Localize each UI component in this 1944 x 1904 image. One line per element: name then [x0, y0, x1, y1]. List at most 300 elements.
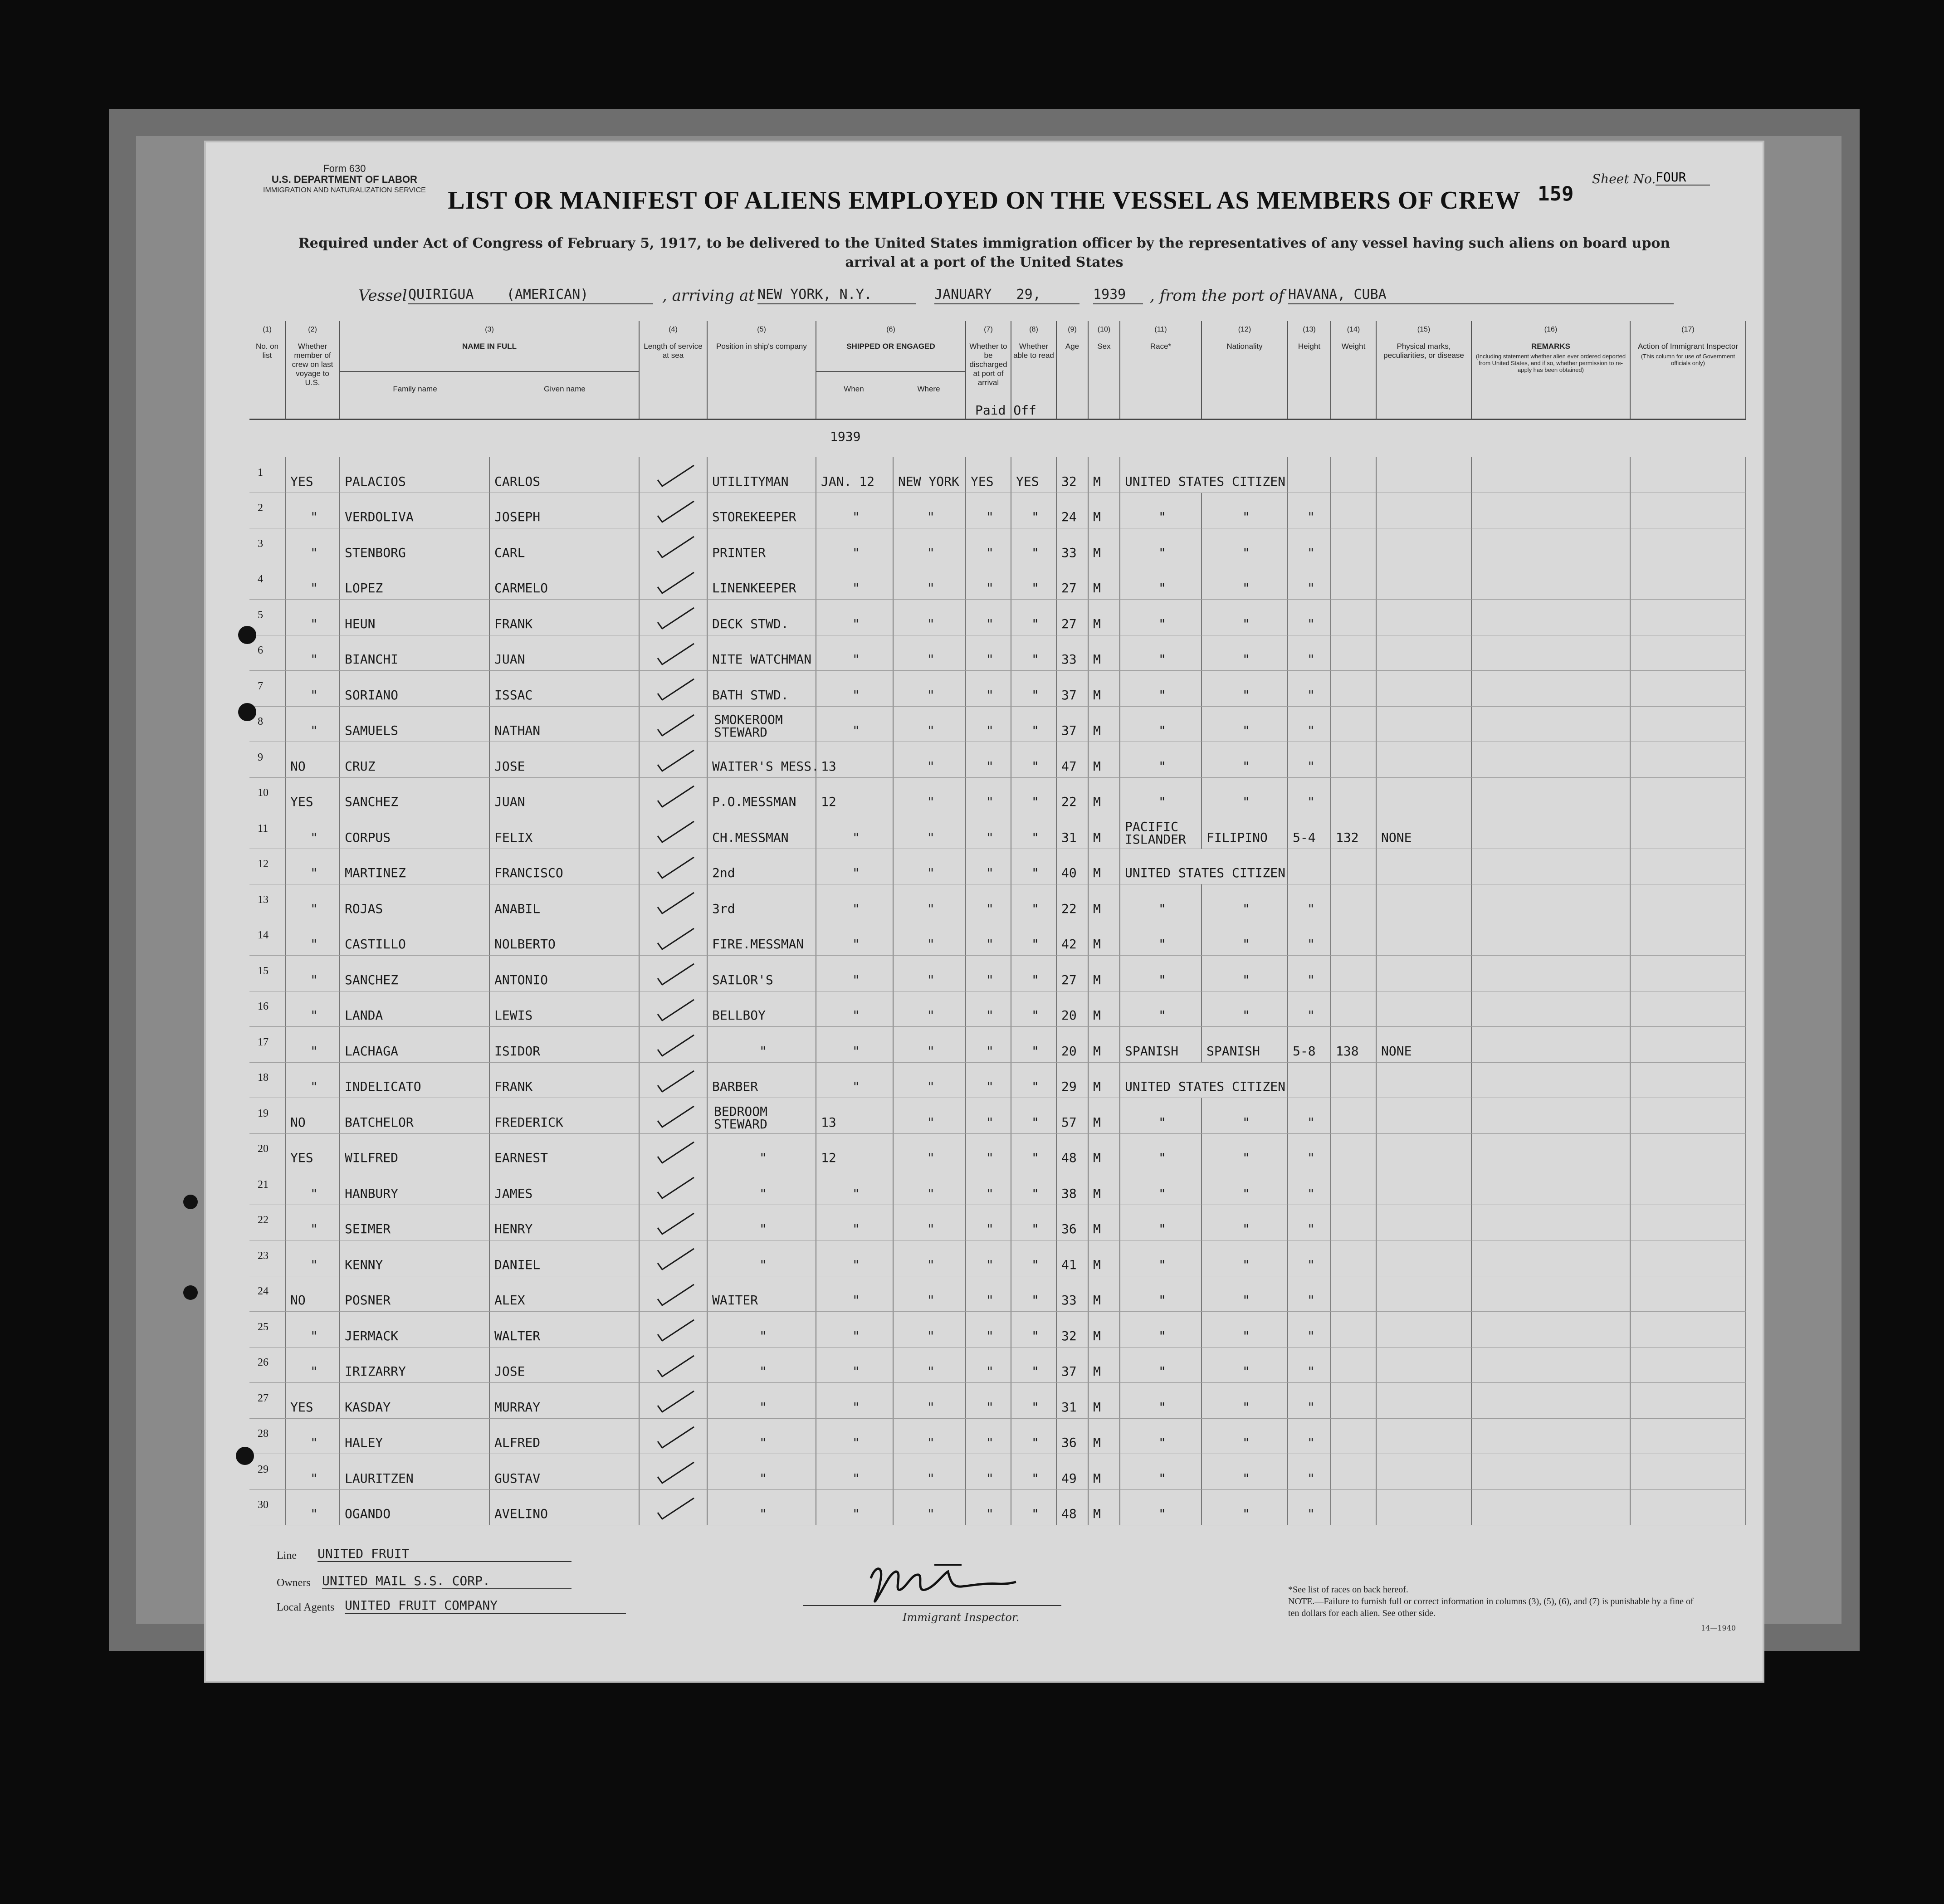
cell-text: M — [1093, 1506, 1101, 1521]
cell-text: SAILOR'S — [712, 972, 773, 987]
column-sublabel: Where — [917, 385, 940, 393]
cell-text: " — [927, 1257, 935, 1272]
cell-text: 3rd — [712, 901, 735, 916]
cell-text: UNITED STATES CITIZEN — [1125, 1079, 1286, 1094]
form-code: 14—1940 — [1701, 1624, 1736, 1632]
cell-text: " — [927, 972, 935, 987]
cell-text: M — [1093, 1079, 1101, 1094]
cell-text: " — [927, 1328, 935, 1343]
cell-text: M — [1093, 1186, 1101, 1201]
cell-text: LACHAGA — [345, 1043, 399, 1059]
cell-text: M — [1093, 794, 1101, 809]
cell-text: " — [986, 1293, 994, 1308]
cell-text: CARLOS — [494, 474, 541, 489]
cell-text: " — [1307, 972, 1315, 987]
cell-text: " — [1242, 723, 1250, 738]
column-number: (2) — [308, 326, 317, 333]
from-label: , from the port of — [1150, 287, 1285, 305]
agents-value: UNITED FRUIT COMPANY — [345, 1598, 626, 1614]
cell-text: LANDA — [345, 1008, 383, 1023]
cell-text: " — [1031, 1328, 1039, 1343]
cell-text: 20 — [258, 1143, 269, 1155]
cell-text: " — [1307, 1221, 1315, 1236]
cell-text: " — [1158, 1470, 1166, 1486]
cell-text: SORIANO — [345, 687, 399, 703]
page-stamp: 159 — [1538, 182, 1574, 205]
cell-text: NITE WATCHMAN — [712, 652, 812, 667]
cell-text: 22 — [1061, 794, 1077, 809]
cell-text: 2 — [258, 502, 263, 514]
cell-text: 22 — [258, 1214, 269, 1226]
cell-text: 20 — [1061, 1043, 1077, 1059]
cell-text: " — [310, 830, 318, 845]
cell-text: VERDOLIVA — [345, 509, 414, 524]
cell-text: 3 — [258, 537, 263, 550]
note-penalty: NOTE.—Failure to furnish full or correct information in columns (3), (5), (6), and (7) is punishable by a fine of ten dollars for each alien. See other side. — [1288, 1596, 1694, 1618]
cell-text: POSNER — [345, 1293, 391, 1308]
cell-text: 27 — [1061, 581, 1077, 596]
cell-text: " — [1031, 901, 1039, 916]
cell-text: JUAN — [494, 794, 525, 809]
cell-text: " — [1307, 1399, 1315, 1415]
cell-text: STOREKEEPER — [712, 509, 796, 524]
cell-text: " — [1158, 581, 1166, 596]
column-number: (4) — [669, 326, 678, 333]
cell-text: OGANDO — [345, 1506, 391, 1521]
cell-text: M — [1093, 1008, 1101, 1023]
cell-text: " — [1307, 1506, 1315, 1521]
cell-text: M — [1093, 474, 1101, 489]
cell-text: " — [852, 1435, 860, 1450]
cell-text: " — [1031, 1470, 1039, 1486]
cell-text: " — [986, 1114, 994, 1130]
cell-text: 138 — [1336, 1043, 1359, 1059]
cell-text: M — [1093, 830, 1101, 845]
cell-text: " — [1242, 1150, 1250, 1165]
cell-text: HALEY — [345, 1435, 383, 1450]
cell-text: " — [1242, 1435, 1250, 1450]
column-label: Sex — [1097, 342, 1111, 351]
cell-text: 17 — [258, 1036, 269, 1048]
cell-text: M — [1093, 652, 1101, 667]
cell-text: " — [1158, 723, 1166, 738]
cell-text: SAMUELS — [345, 723, 399, 738]
cell-text: 37 — [1061, 1364, 1077, 1379]
cell-text: " — [1242, 1506, 1250, 1521]
cell-text: FRANCISCO — [494, 865, 563, 880]
cell-text: " — [852, 1364, 860, 1379]
cell-text: 20 — [1061, 1008, 1077, 1023]
cell-text: WAITER — [712, 1293, 758, 1308]
column-number: (3) — [485, 326, 494, 333]
cell-text: " — [852, 1506, 860, 1521]
cell-text: " — [927, 830, 935, 845]
cell-text: 19 — [258, 1107, 269, 1119]
column-label: Position in ship's company — [716, 342, 807, 351]
cell-text: " — [852, 1008, 860, 1023]
cell-text: LINENKEEPER — [712, 581, 796, 596]
page-title: LIST OR MANIFEST OF ALIENS EMPLOYED ON THE VESSEL AS MEMBERS OF CREW — [448, 186, 1521, 215]
cell-text: " — [986, 794, 994, 809]
cell-text: " — [1307, 1186, 1315, 1201]
cell-text: " — [1158, 1399, 1166, 1415]
cell-text: " — [852, 865, 860, 880]
cell-text: " — [927, 1470, 935, 1486]
cell-text: 2nd — [712, 865, 735, 880]
cell-text: BATCHELOR — [345, 1114, 414, 1130]
cell-text: " — [986, 1079, 994, 1094]
cell-text: DANIEL — [494, 1257, 541, 1272]
cell-text: " — [310, 652, 318, 667]
cell-text: 49 — [1061, 1470, 1077, 1486]
cell-text: 24 — [1061, 509, 1077, 524]
cell-text: UNITED STATES CITIZEN — [1125, 474, 1286, 489]
cell-text: NO — [290, 1114, 306, 1130]
year-note: 1939 — [830, 429, 861, 444]
cell-text: " — [927, 687, 935, 703]
cell-text: " — [1031, 1043, 1039, 1059]
cell-text: " — [1031, 1114, 1039, 1130]
column-label: Whether member of crew on last voyage to U.S. — [292, 342, 333, 387]
cell-text: " — [310, 1008, 318, 1023]
cell-text: " — [759, 1470, 767, 1486]
cell-text: " — [852, 545, 860, 560]
cell-text: " — [310, 1043, 318, 1059]
cell-text: BATH STWD. — [712, 687, 789, 703]
cell-text: " — [852, 972, 860, 987]
cell-text: " — [852, 652, 860, 667]
cell-text: " — [1031, 937, 1039, 952]
cell-text: " — [927, 1364, 935, 1379]
cell-text: " — [1031, 545, 1039, 560]
cell-text: JERMACK — [345, 1328, 399, 1343]
cell-text: " — [759, 1257, 767, 1272]
cell-text: 36 — [1061, 1435, 1077, 1450]
cell-text: 12 — [258, 858, 269, 870]
cell-text: 33 — [1061, 1293, 1077, 1308]
cell-text: KASDAY — [345, 1399, 391, 1415]
cell-text: " — [1307, 616, 1315, 631]
cell-text: " — [986, 1506, 994, 1521]
cell-text: " — [1158, 972, 1166, 987]
cell-text: " — [1242, 545, 1250, 560]
cell-text: " — [927, 1043, 935, 1059]
cell-text: " — [927, 509, 935, 524]
column-sublabel: When — [844, 385, 864, 393]
cell-text: " — [1031, 758, 1039, 774]
cell-text: YES — [290, 1399, 313, 1415]
cell-text: PACIFIC ISLANDER — [1125, 819, 1186, 847]
cell-text: " — [986, 937, 994, 952]
cell-text: CH.MESSMAN — [712, 830, 789, 845]
cell-text: 11 — [258, 822, 269, 835]
cell-text: M — [1093, 1399, 1101, 1415]
cell-text: " — [1307, 545, 1315, 560]
cell-text: JAN. 12 — [821, 474, 875, 489]
sheet-number: FOUR — [1656, 170, 1710, 186]
cell-text: " — [1307, 1328, 1315, 1343]
cell-text: M — [1093, 1043, 1101, 1059]
cell-text: FREDERICK — [494, 1114, 563, 1130]
cell-text: " — [759, 1043, 767, 1059]
cell-text: " — [852, 581, 860, 596]
cell-text: " — [1031, 1293, 1039, 1308]
cell-text: " — [1242, 1293, 1250, 1308]
cell-text: 27 — [1061, 972, 1077, 987]
cell-text: " — [310, 509, 318, 524]
cell-text: FRANK — [494, 616, 533, 631]
cell-text: 30 — [258, 1499, 269, 1511]
cell-text: M — [1093, 1470, 1101, 1486]
cell-text: " — [927, 937, 935, 952]
column-number: (13) — [1303, 326, 1316, 333]
cell-text: " — [1158, 937, 1166, 952]
cell-text: " — [1031, 1435, 1039, 1450]
cell-text: BEDROOM STEWARD — [714, 1103, 768, 1132]
cell-text: 9 — [258, 751, 263, 763]
column-label: Age — [1065, 342, 1079, 351]
cell-text: " — [1242, 1328, 1250, 1343]
cell-text: EARNEST — [494, 1150, 548, 1165]
cell-text: " — [310, 545, 318, 560]
cell-text: CRUZ — [345, 758, 376, 774]
cell-text: 28 — [258, 1428, 269, 1440]
cell-text: SMOKEROOM STEWARD — [714, 712, 783, 740]
inspector-label: Immigrant Inspector. — [903, 1611, 1020, 1624]
cell-text: NEW YORK — [898, 474, 959, 489]
cell-text: 26 — [258, 1357, 269, 1368]
cell-text: " — [1307, 509, 1315, 524]
arriving-label: , arriving at — [662, 287, 755, 305]
column-sublabel: Given name — [544, 385, 586, 393]
cell-text: PRINTER — [712, 545, 766, 560]
cell-text: " — [1307, 1008, 1315, 1023]
cell-text: " — [1307, 1364, 1315, 1379]
column-label: Length of service at sea — [644, 342, 703, 360]
line-label: Line — [277, 1550, 297, 1562]
cell-text: FIRE.MESSMAN — [712, 937, 804, 952]
cell-text: " — [986, 1435, 994, 1450]
cell-text: 16 — [258, 1001, 269, 1012]
cell-text: IRIZARRY — [345, 1364, 406, 1379]
cell-text: CARL — [494, 545, 525, 560]
cell-text: PALACIOS — [345, 474, 406, 489]
cell-text: " — [1242, 972, 1250, 987]
cell-text: " — [1307, 687, 1315, 703]
cell-text: UTILITYMAN — [712, 474, 789, 489]
cell-text: LOPEZ — [345, 581, 383, 596]
form-number: Form 630 — [323, 163, 366, 174]
cell-text: " — [1158, 758, 1166, 774]
cell-text: SANCHEZ — [345, 972, 399, 987]
cell-text: " — [986, 723, 994, 738]
column-number: (10) — [1097, 326, 1111, 333]
cell-text: " — [852, 723, 860, 738]
cell-text: JOSEPH — [494, 509, 541, 524]
cell-text: 18 — [258, 1072, 269, 1084]
cell-text: " — [310, 1470, 318, 1486]
column-number: (7) — [984, 326, 993, 333]
cell-text: JAMES — [494, 1186, 533, 1201]
cell-text: " — [986, 545, 994, 560]
arrival-year: 1939 — [1093, 287, 1143, 304]
cell-text: " — [1031, 972, 1039, 987]
cell-text: NONE — [1381, 1043, 1412, 1059]
column-label: Race* — [1150, 342, 1172, 351]
cell-text: " — [1031, 1364, 1039, 1379]
cell-text: " — [1158, 1114, 1166, 1130]
note-races: *See list of races on back hereof. — [1288, 1585, 1408, 1595]
cell-text: M — [1093, 616, 1101, 631]
column-label: Action of Immigrant Inspector — [1637, 342, 1739, 351]
cell-text: " — [1158, 1293, 1166, 1308]
cell-text: JUAN — [494, 652, 525, 667]
cell-text: 48 — [1061, 1150, 1077, 1165]
line-value: UNITED FRUIT — [317, 1546, 571, 1562]
cell-text: P.O.MESSMAN — [712, 794, 796, 809]
cell-text: " — [927, 865, 935, 880]
cell-text: " — [1031, 794, 1039, 809]
cell-text: " — [310, 687, 318, 703]
cell-text: 33 — [1061, 545, 1077, 560]
cell-text: 32 — [1061, 474, 1077, 489]
cell-text: " — [986, 865, 994, 880]
column-label: NAME IN FULL — [462, 342, 517, 351]
cell-text: " — [986, 1043, 994, 1059]
column-label: Whether able to read — [1013, 342, 1054, 360]
cell-text: " — [759, 1221, 767, 1236]
owners-value: UNITED MAIL S.S. CORP. — [322, 1573, 571, 1589]
cell-text: " — [986, 1186, 994, 1201]
cell-text: " — [310, 901, 318, 916]
cell-text: " — [1031, 1399, 1039, 1415]
column-number: (5) — [757, 326, 766, 333]
cell-text: " — [927, 758, 935, 774]
cell-text: 14 — [258, 929, 269, 941]
cell-text: 6 — [258, 644, 263, 656]
cell-text: M — [1093, 509, 1101, 524]
cell-text: " — [1031, 1506, 1039, 1521]
cell-text: " — [1307, 1435, 1315, 1450]
cell-text: " — [1307, 723, 1315, 738]
cell-text: " — [1307, 901, 1315, 916]
cell-text: " — [1031, 1079, 1039, 1094]
cell-text: 29 — [258, 1463, 269, 1475]
cell-text: " — [927, 545, 935, 560]
cell-text: 132 — [1336, 830, 1359, 845]
cell-text: 31 — [1061, 1399, 1077, 1415]
cell-text: " — [1307, 758, 1315, 774]
cell-text: 10 — [258, 787, 269, 799]
cell-text: 5-4 — [1293, 830, 1316, 845]
cell-text: ROJAS — [345, 901, 383, 916]
cell-text: BIANCHI — [345, 652, 399, 667]
column-label: REMARKS — [1531, 342, 1570, 351]
cell-text: " — [1307, 1293, 1315, 1308]
cell-text: ISSAC — [494, 687, 533, 703]
cell-text: " — [986, 509, 994, 524]
cell-text: " — [310, 1186, 318, 1201]
cell-text: " — [986, 1399, 994, 1415]
cell-text: " — [1031, 652, 1039, 667]
cell-text: " — [927, 1079, 935, 1094]
cell-text: " — [1242, 1008, 1250, 1023]
cell-text: 13 — [821, 1114, 836, 1130]
cell-text: " — [310, 1435, 318, 1450]
cell-text: CASTILLO — [345, 937, 406, 952]
cell-text: " — [1031, 616, 1039, 631]
cell-text: " — [1242, 1364, 1250, 1379]
cell-text: " — [1031, 1186, 1039, 1201]
cell-text: " — [1242, 901, 1250, 916]
cell-text: " — [1158, 1221, 1166, 1236]
cell-text: M — [1093, 545, 1101, 560]
cell-text: " — [1031, 1257, 1039, 1272]
cell-text: " — [986, 972, 994, 987]
column-number: (12) — [1238, 326, 1251, 333]
cell-text: NO — [290, 758, 306, 774]
cell-text: " — [927, 1221, 935, 1236]
cell-text: M — [1093, 758, 1101, 774]
cell-text: HEUN — [345, 616, 376, 631]
cell-text: " — [1242, 616, 1250, 631]
cell-text: " — [1158, 616, 1166, 631]
cell-text: " — [986, 1150, 994, 1165]
cell-text: " — [1307, 652, 1315, 667]
cell-text: GUSTAV — [494, 1470, 541, 1486]
column-label: No. on list — [255, 342, 279, 360]
cell-text: 1 — [258, 466, 263, 478]
column-label: Height — [1298, 342, 1321, 351]
arrival-date: JANUARY 29, — [934, 287, 1079, 304]
cell-text: " — [927, 1399, 935, 1415]
cell-text: " — [986, 1328, 994, 1343]
cell-text: " — [927, 581, 935, 596]
cell-text: 29 — [1061, 1079, 1077, 1094]
cell-text: HANBURY — [345, 1186, 399, 1201]
cell-text: YES — [290, 1150, 313, 1165]
cell-text: 42 — [1061, 937, 1077, 952]
cell-text: 38 — [1061, 1186, 1077, 1201]
cell-text: " — [927, 1008, 935, 1023]
cell-text: M — [1093, 865, 1101, 880]
cell-text: " — [1242, 937, 1250, 952]
cell-text: LEWIS — [494, 1008, 533, 1023]
cell-text: " — [310, 1079, 318, 1094]
cell-text: " — [1158, 794, 1166, 809]
cell-text: 37 — [1061, 687, 1077, 703]
arrival-port: NEW YORK, N.Y. — [757, 287, 916, 304]
cell-text: " — [310, 1257, 318, 1272]
cell-text: NO — [290, 1293, 306, 1308]
cell-text: M — [1093, 1328, 1101, 1343]
cell-text: " — [986, 1257, 994, 1272]
cell-text: " — [852, 1328, 860, 1343]
cell-text: 24 — [258, 1285, 269, 1297]
cell-text: " — [1242, 652, 1250, 667]
cell-text: " — [852, 1221, 860, 1236]
cell-text: " — [986, 830, 994, 845]
cell-text: " — [927, 1114, 935, 1130]
cell-text: " — [310, 616, 318, 631]
cell-text: MARTINEZ — [345, 865, 406, 880]
cell-text: " — [1031, 723, 1039, 738]
cell-text: 57 — [1061, 1114, 1077, 1130]
cell-text: " — [1242, 509, 1250, 524]
cell-text: " — [852, 1470, 860, 1486]
cell-text: " — [1158, 1186, 1166, 1201]
cell-text: 47 — [1061, 758, 1077, 774]
